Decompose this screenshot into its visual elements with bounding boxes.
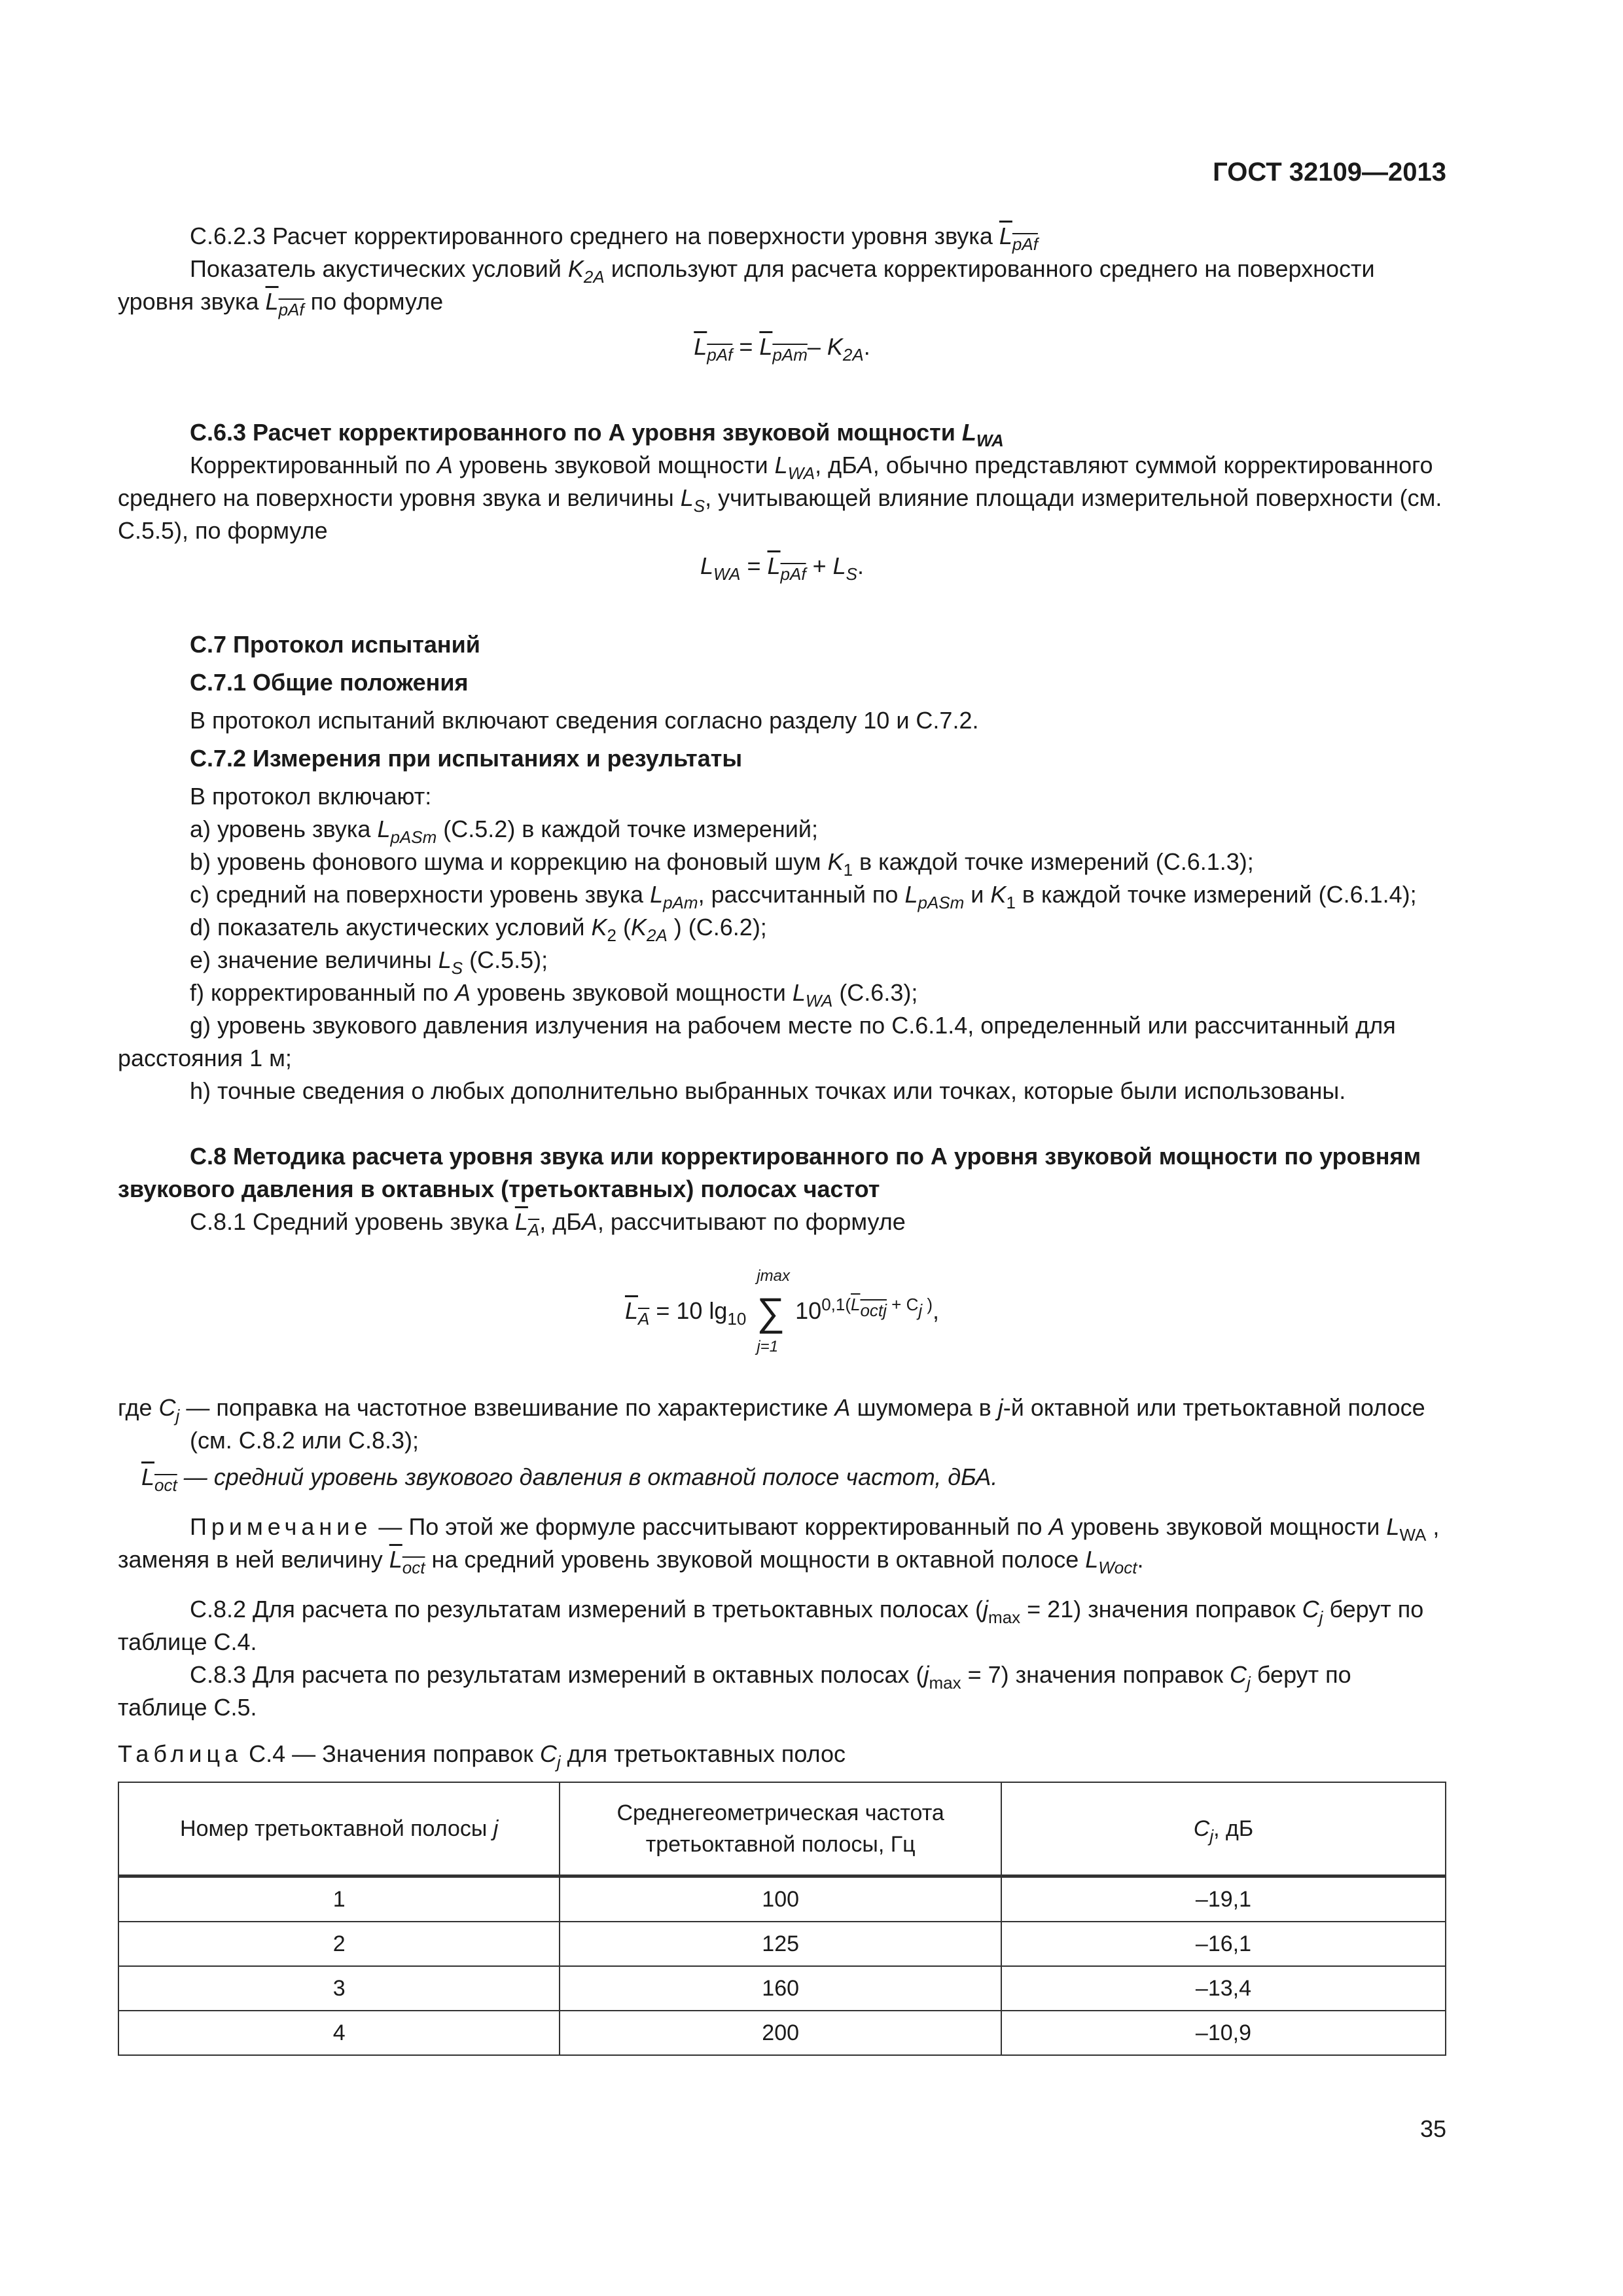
table-row: [118, 1922, 1446, 1966]
page-number: 35: [1419, 2115, 1446, 2142]
c72-heading: С.7.2 Измерения при испытаниях и результаты: [190, 745, 743, 772]
formula-lwa: $L_{WA} = \overline{L}_{\overline{pAf}} + L_S$.: [700, 552, 864, 584]
sum-operator: jmax ∑ j=1: [757, 1267, 791, 1356]
list-item-d: d) показатель акустических условий $K_2$ ($K_{2A}$ ) (С.6.2);: [190, 914, 767, 945]
table-cell: 200: [560, 2011, 1001, 2055]
table-row: [118, 1876, 1446, 1922]
c63-heading: С.6.3 Расчет корректированного по А уровня звуковой мощности $L_{WA}$: [190, 419, 1004, 450]
standard-number: ГОСТ 32109—2013: [1213, 158, 1446, 187]
table-cell: –13,4: [1001, 1966, 1446, 2011]
list-item-g: g) уровень звукового давления излучения на рабочем месте по С.6.1.4, определенный или рассчитанный для расстояния 1 м;: [118, 1012, 1396, 1071]
c71-text: В протокол испытаний включают сведения согласно разделу 10 и С.7.2.: [190, 707, 979, 734]
list-item-e: е) значение величины $L_S$ (С.5.5);: [190, 946, 548, 978]
section-c7: [118, 628, 1446, 1107]
c83-text: С.8.3 Для расчета по результатам измерений в октавных полосах $(j_{max} = 7)$ значения поправок $C_j$ берут по таблице С.5.: [118, 1661, 1351, 1721]
section-c63: [118, 416, 1446, 547]
table-cell: 2: [118, 1922, 560, 1966]
table-row: [118, 1966, 1446, 2011]
list-item-h: h) точные сведения о любых дополнительно выбранных точках или точках, которые были использованы.: [190, 1077, 1346, 1104]
table-cell: 1: [118, 1876, 560, 1922]
note: Примечание — По этой же формуле рассчитывают корректированный по А уровень звуковой мощности $L_{WA}$ , заменяя в ней величину $\overline{L}_{\overline{oct}}$ на средний уровень звуковой мощности в октавной полосе $L_{Woct}$.: [118, 1513, 1440, 1577]
section-c623: [118, 220, 1446, 318]
table-cell: 4: [118, 2011, 560, 2055]
table-cell: 160: [560, 1966, 1001, 2011]
c71-heading: С.7.1 Общие положения: [190, 669, 469, 696]
c72-intro: В протокол включают:: [190, 783, 432, 810]
list-item-f: f) корректированный по А уровень звуковой мощности $L_{WA}$ (С.6.3);: [190, 979, 918, 1011]
list-item-b: b) уровень фонового шума и коррекцию на фоновый шум $K_1$ в каждой точке измерений (С.6.1.3);: [190, 848, 1254, 880]
formula-lpaf: $\overline{L}_{\overline{pAf}} = \overline{L}_{\overline{pAm}}-$ $K_{2A}$.: [694, 333, 870, 365]
c7-heading: С.7 Протокол испытаний: [190, 631, 480, 658]
c81-text: С.8.1 Средний уровень звука $\overline{L}_{\overline{A}}$, дБА, рассчитывают по формуле: [190, 1208, 906, 1240]
table-cell: 125: [560, 1922, 1001, 1966]
table-cell: –19,1: [1001, 1876, 1446, 1922]
list-item-a: а) уровень звука $L_{pASm}$ (С.5.2) в каждой точке измерений;: [190, 816, 818, 847]
formula-la-sum: $\overline{L}_{\overline{A}} = 10$ $\lg_{10}$ jmax ∑ j=1 $10^{0,1(\overline{L}_{octj} + C_j )}$,: [624, 1267, 940, 1356]
table-cell: –10,9: [1001, 2011, 1446, 2055]
column-header-correction: $C_j$, дБ: [1001, 1782, 1446, 1876]
list-item-c: c) средний на поверхности уровень звука $L_{pAm}$, рассчитанный по $L_{pASm}$ и $K_1$ в каждой точке измерений (С.6.1.4);: [190, 881, 1417, 912]
c623-paragraph: Показатель акустических условий $K_{2A}$ используют для расчета корректированного среднего на поверхности уровня звука $\overline{L}_{\overline{pAf}}$ по формуле: [118, 255, 1375, 319]
table-cell: 100: [560, 1876, 1001, 1922]
column-header-frequency: Среднегеометрическая частота третьоктавной полосы, Гц: [560, 1782, 1001, 1876]
definition-loct: $\overline{L}_{\overline{oct}}$ — средний уровень звукового давления в октавной полосе частот, дБА.: [141, 1463, 998, 1495]
c8-heading: С.8 Методика расчета уровня звука или корректированного по А уровня звуковой мощности по уровням звукового давления в октавных (третьоктавных) полосах частот: [118, 1143, 1421, 1202]
corrections-table: [118, 1782, 1446, 2056]
definition-cj: где $C_j$ — поправка на частотное взвешивание по характеристике А шумомера в j-й октавной или третьоктавной полосе (см. С.8.2 или С.8.3);: [118, 1394, 1425, 1454]
c623-title: С.6.2.3 Расчет корректированного среднего на поверхности уровня звука $\overline{L}_{\overline{pAf}}$: [190, 223, 1038, 254]
table-cell: 3: [118, 1966, 560, 2011]
column-header-band-number: Номер третьоктавной полосы j: [118, 1782, 560, 1876]
c8-definitions: [118, 1391, 1446, 1724]
c82-text: С.8.2 Для расчета по результатам измерений в третьоктавных полосах $(j_{max} = 21)$ значения поправок $C_j$ берут по таблице С.4.: [118, 1596, 1424, 1655]
table-row: [118, 2011, 1446, 2055]
table-caption: Таблица С.4 — Значения поправок $C_j$ для третьоктавных полос: [118, 1740, 846, 1772]
table-cell: –16,1: [1001, 1922, 1446, 1966]
section-c8: [118, 1140, 1446, 1238]
c63-paragraph: Корректированный по А уровень звуковой мощности $L_{WA}$, дБА, обычно представляют суммой корректированного среднего на поверхности уровня звука и величины $L_S$, учитывающей влияние площади измерительной поверхности (см. С.5.5), по формуле: [118, 452, 1442, 544]
